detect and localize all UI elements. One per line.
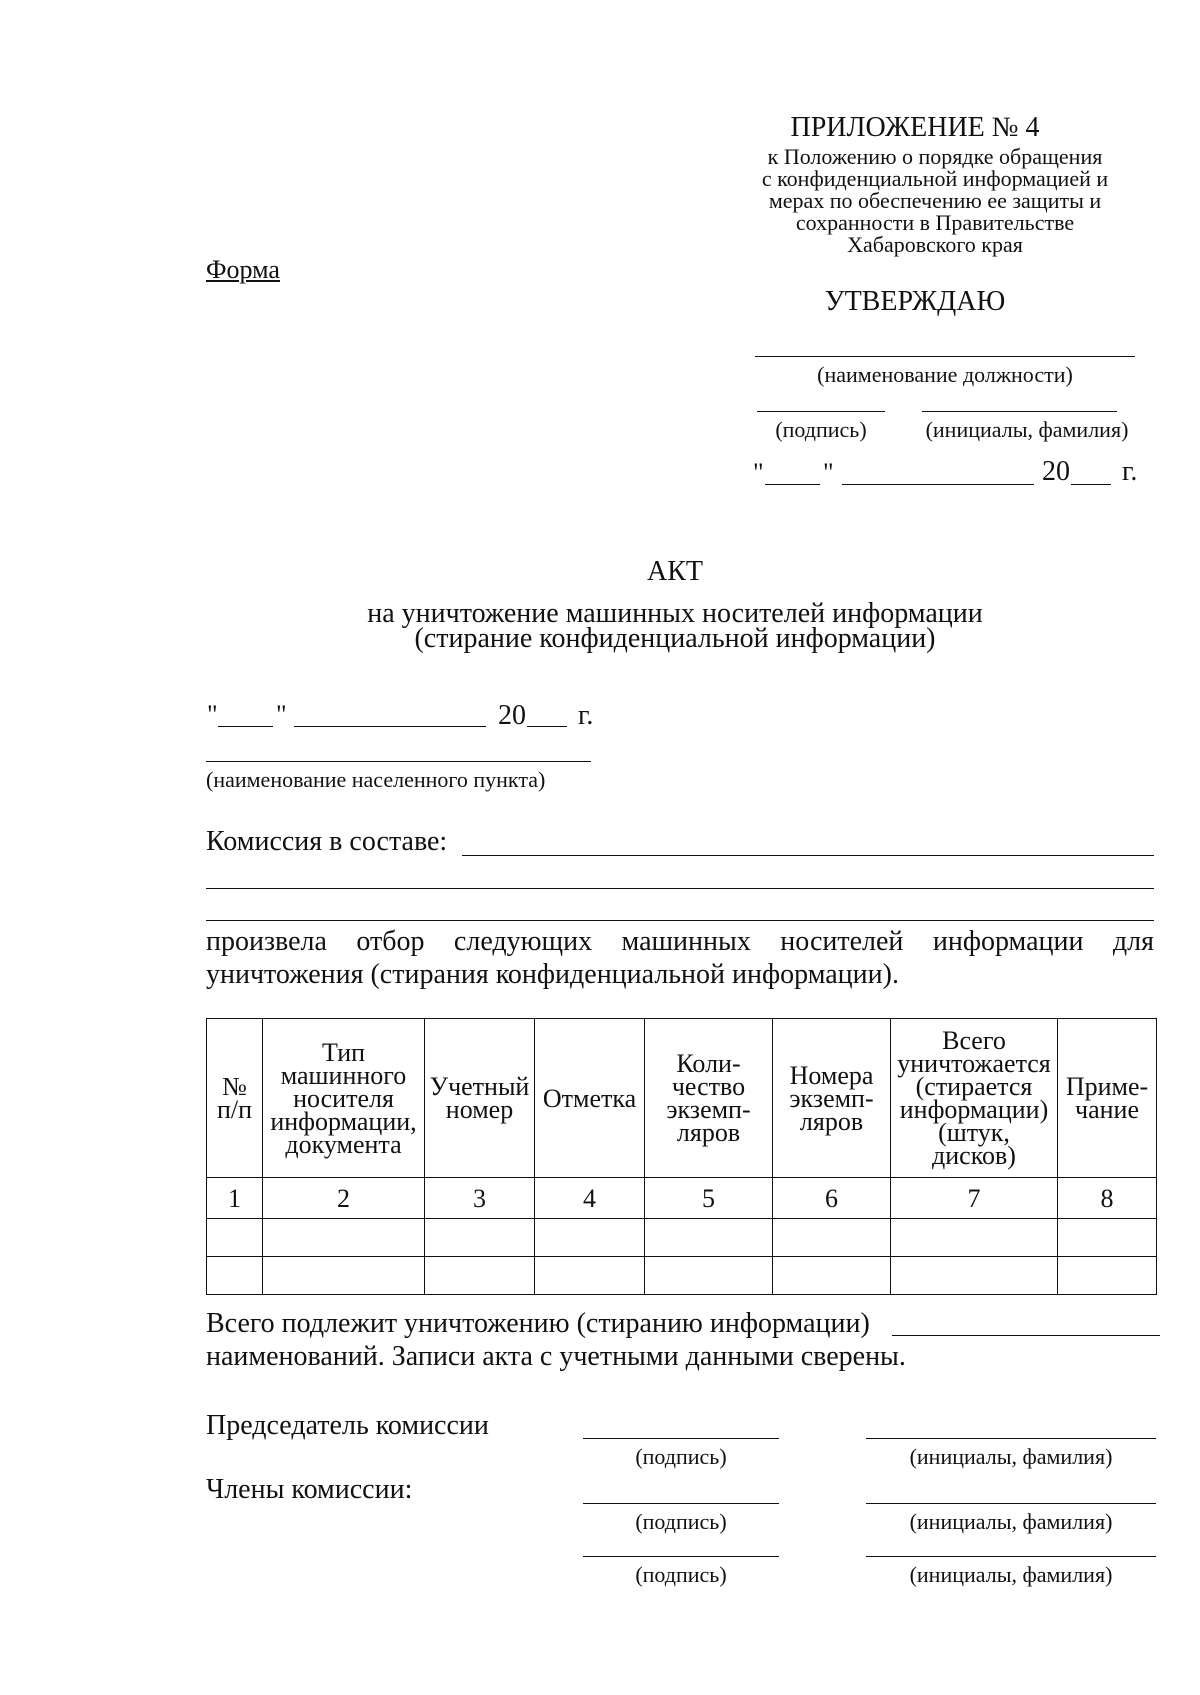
act-date-close-quote: " [276,700,287,729]
table-cell [263,1257,425,1295]
media-table [206,1018,1157,1295]
column-number: 5 [645,1178,773,1219]
member2-name-caption: (инициалы, фамилия) [909,1562,1113,1587]
header-media-type: Тип машинного носителя информации, документа [263,1019,425,1178]
header-mark: Отметка [535,1019,645,1178]
table-cell [207,1219,263,1257]
column-number: 6 [773,1178,891,1219]
selection-text: произвела отбор следующих машинных носителей информации для уничтожения (стирания конфиденциальной информации). [206,926,1154,990]
table-row [207,1257,1157,1295]
appendix-line: сохранности в Правительстве [795,210,1075,235]
approval-name-line [922,411,1117,412]
act-date-day-line [218,726,273,727]
act-title: АКТ [647,556,703,587]
table-cell [1058,1219,1157,1257]
member2-name-line [866,1556,1156,1557]
member2-signature-line [583,1556,779,1557]
act-date-open-quote: " [207,700,218,729]
column-number: 7 [891,1178,1058,1219]
appendix-line: к Положению о порядке обращения [767,144,1103,169]
header-total-destroyed: Всего уничтожается (стирается информации) (штук, дисков) [891,1019,1058,1178]
appendix-description [730,146,1140,256]
chairman-name-line [866,1438,1156,1439]
settlement-caption: (наименование населенного пункта) [206,767,546,792]
table-cell [891,1257,1058,1295]
approval-date-year: 20 [1042,456,1070,487]
approval-signature-caption: (подпись) [775,417,867,442]
header-copies-count: Коли- чество экземп- ляров [645,1019,773,1178]
position-caption: (наименование должности) [817,362,1073,387]
commission-line-3 [206,920,1154,921]
approval-date-suffix: г. [1122,456,1138,487]
header-note: Приме- чание [1058,1019,1157,1178]
table-header-row [207,1019,1157,1178]
column-number: 3 [425,1178,535,1219]
table-row [207,1219,1157,1257]
member1-name-caption: (инициалы, фамилия) [909,1509,1113,1534]
settlement-line [206,761,591,762]
table-cell [425,1219,535,1257]
position-line [755,356,1135,357]
table-cell [535,1219,645,1257]
form-label: Форма [206,255,280,284]
member1-signature-caption: (подпись) [635,1509,727,1534]
approval-date-year-line [1071,484,1111,485]
table-cell [891,1219,1058,1257]
chairman-label: Председатель комиссии [206,1410,489,1441]
chairman-signature-caption: (подпись) [635,1444,727,1469]
approval-date-month-line [842,484,1034,485]
commission-line-2 [206,888,1154,889]
table-cell [645,1219,773,1257]
act-subtitle-line2: (стирание конфиденциальной информации) [414,623,936,654]
summary-line-2: наименований. Записи акта с учетными данными сверены. [206,1341,906,1372]
column-number: 2 [263,1178,425,1219]
act-date-month-line [294,726,486,727]
table-cell [1058,1257,1157,1295]
chairman-name-caption: (инициалы, фамилия) [909,1444,1113,1469]
act-subtitle-line1: на уничтожение машинных носителей информации [367,598,983,629]
chairman-signature-line [583,1438,779,1439]
table-cell [207,1257,263,1295]
header-number: № п/п [207,1019,263,1178]
appendix-line: с конфиденциальной информацией и [761,166,1109,191]
table-number-row [207,1178,1157,1219]
header-account-number: Учетный номер [425,1019,535,1178]
act-date-year-line [527,726,567,727]
table-cell [773,1257,891,1295]
appendix-line: Хабаровского края [847,232,1023,257]
approval-title: УТВЕРЖДАЮ [824,286,1006,317]
approval-date-close-quote: " [823,458,834,487]
commission-line-1 [462,855,1154,856]
member2-signature-caption: (подпись) [635,1562,727,1587]
member1-name-line [866,1503,1156,1504]
table-cell [535,1257,645,1295]
approval-signature-line [757,411,885,412]
table-cell [263,1219,425,1257]
table-cell [425,1257,535,1295]
act-date-year: 20 [498,700,526,731]
header-copy-numbers: Номера экземп- ляров [773,1019,891,1178]
approval-name-caption: (инициалы, фамилия) [925,417,1129,442]
approval-date-open-quote: " [753,458,764,487]
column-number: 4 [535,1178,645,1219]
appendix-line: мерах по обеспечению ее защиты и [768,188,1102,213]
summary-line-1: Всего подлежит уничтожению (стиранию информации) [206,1308,870,1339]
column-number: 1 [207,1178,263,1219]
members-label: Члены комиссии: [206,1474,413,1505]
approval-date-day-line [765,484,820,485]
appendix-title: ПРИЛОЖЕНИЕ № 4 [790,112,1040,143]
table-cell [773,1219,891,1257]
act-date-suffix: г. [578,700,594,731]
commission-label: Комиссия в составе: [206,826,448,857]
member1-signature-line [583,1503,779,1504]
table-cell [645,1257,773,1295]
column-number: 8 [1058,1178,1157,1219]
summary-count-line [892,1335,1160,1336]
